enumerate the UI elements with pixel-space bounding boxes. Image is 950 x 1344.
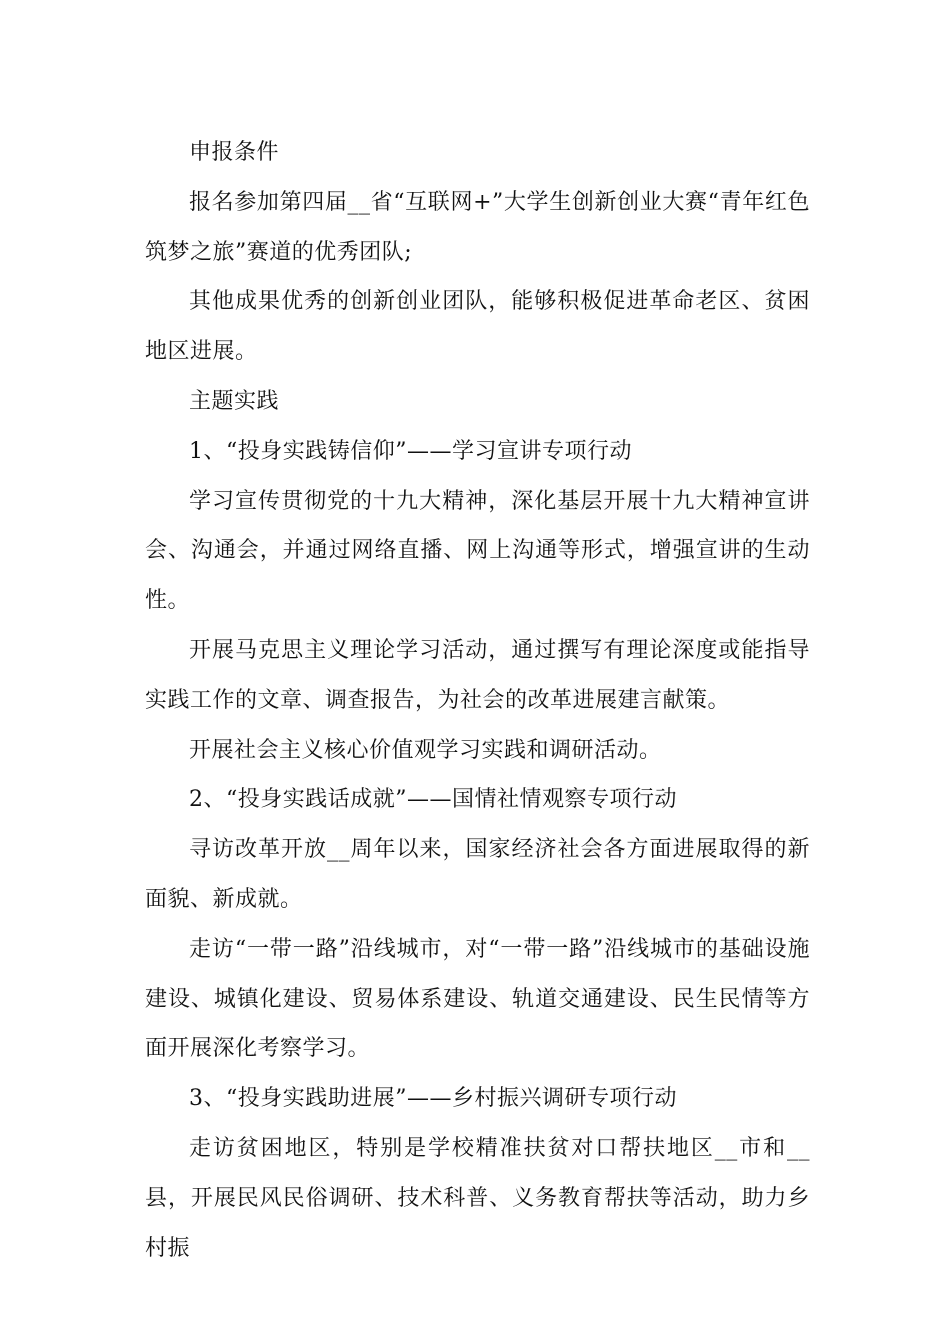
section-heading-application-conditions: 申报条件 [189, 140, 280, 165]
section-heading-theme-practice: 主题实践 [189, 388, 280, 414]
item-heading-1: 1、“投身实践铸信仰”——学习宣讲专项行动 [189, 438, 632, 464]
paragraph-item-2-b: 走访“一带一路”沿线城市，对“一带一路”沿线城市的基础设施建设、城镇化建设、贸易体系建设、轨道交通建设、民生民情等方面开展深化考察学习。 [145, 936, 810, 1062]
item-heading-2: 2、“投身实践话成就”——国情社情观察专项行动 [189, 787, 677, 813]
document-body [145, 128, 810, 1273]
paragraph-item-1-b: 开展马克思主义理论学习活动，通过撰写有理论深度或能指导实践工作的文章、调查报告，为社会的改革进展建言献策。 [145, 637, 810, 713]
paragraph-condition-1: 报名参加第四届__省“互联网+”大学生创新创业大赛“青年红色筑梦之旅”赛道的优秀团队; [145, 189, 810, 265]
item-heading-3: 3、“投身实践助进展”——乡村振兴调研专项行动 [189, 1086, 677, 1112]
paragraph-item-3-a: 走访贫困地区，特别是学校精准扶贫对口帮扶地区__市和__县，开展民风民俗调研、技术科普、义务教育帮扶等活动，助力乡村振 [145, 1135, 810, 1261]
paragraph-item-1-a: 学习宣传贯彻党的十九大精神，深化基层开展十九大精神宣讲会、沟通会，并通过网络直播、网上沟通等形式，增强宣讲的生动性。 [145, 488, 810, 614]
paragraph-condition-2: 其他成果优秀的创新创业团队，能够积极促进革命老区、贫困地区进展。 [145, 289, 810, 365]
paragraph-item-1-c: 开展社会主义核心价值观学习实践和调研活动。 [189, 737, 662, 763]
paragraph-item-2-a: 寻访改革开放__周年以来，国家经济社会各方面进展取得的新面貌、新成就。 [145, 837, 810, 912]
